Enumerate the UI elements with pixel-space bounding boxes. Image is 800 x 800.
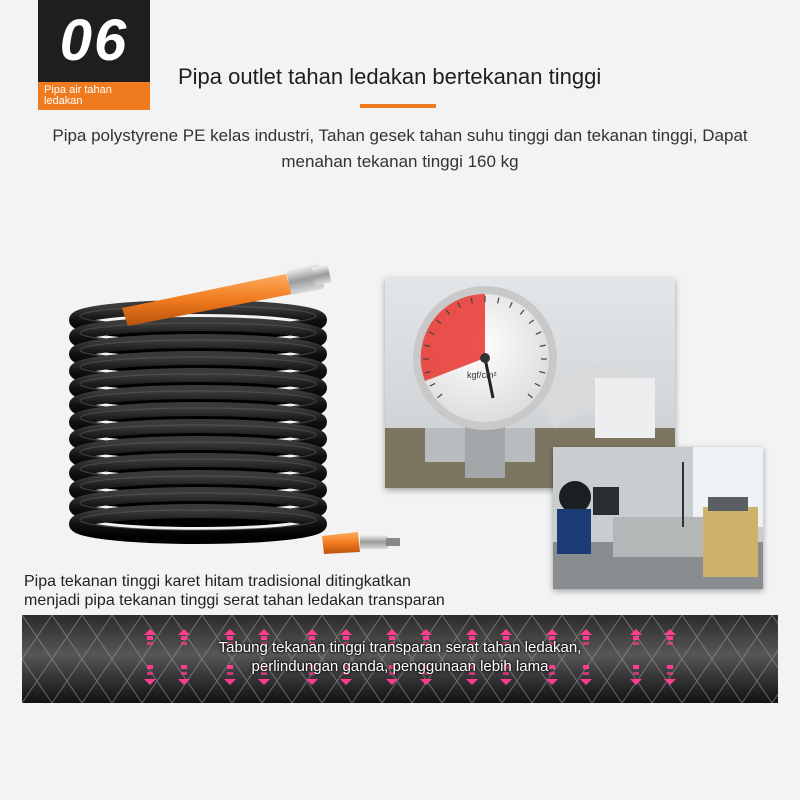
- section-badge: [38, 0, 150, 110]
- product-description: Pipa polystyrene PE kelas industri, Tahan gesek tahan suhu tinggi dan tekanan tinggi, Dapat menahan tekanan tinggi 160 kg: [52, 126, 748, 171]
- tube-description: [22, 638, 778, 676]
- hose-caption: [24, 572, 445, 610]
- caption-line-1: Pipa tekanan tinggi karet hitam tradisional ditingkatkan: [24, 573, 411, 590]
- page-title: Pipa outlet tahan ledakan bertekanan tinggi: [178, 64, 602, 89]
- section-label: Pipa air tahan ledakan: [38, 82, 150, 110]
- tube-line-1: Tabung tekanan tinggi transparan serat tahan ledakan,: [218, 639, 582, 656]
- section-number: 06: [38, 0, 150, 82]
- tube-line-2: perlindungan ganda, penggunaan lebih lama: [251, 658, 549, 675]
- laboratory-photo: [553, 447, 763, 589]
- caption-line-2: menjadi pipa tekanan tinggi serat tahan ledakan transparan: [24, 592, 445, 609]
- coiled-hose-image: [60, 260, 420, 570]
- title-underline: [360, 104, 436, 108]
- gauge-unit-label: kgf/cm²: [467, 370, 497, 380]
